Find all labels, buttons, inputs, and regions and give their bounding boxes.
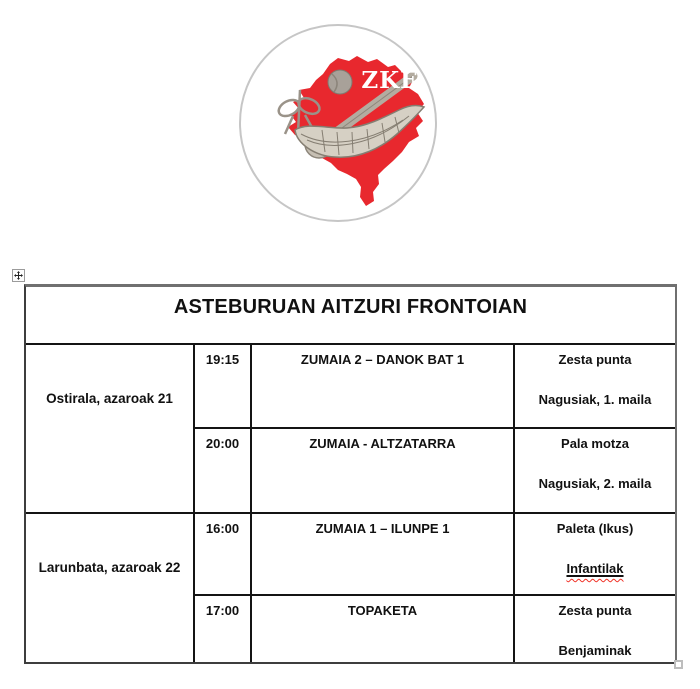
category-label: Paleta (Ikus) — [556, 521, 634, 536]
move-arrows-icon — [14, 271, 23, 280]
match-cell[interactable] — [252, 345, 515, 429]
club-logo — [237, 22, 439, 224]
level-label: Nagusiak, 2. maila — [538, 476, 652, 491]
level-label: Benjaminak — [558, 643, 632, 658]
match-cell[interactable] — [252, 596, 515, 662]
time-cell[interactable] — [195, 429, 252, 514]
table-title: ASTEBURUAN AITZURI FRONTOIAN — [173, 296, 528, 318]
time-label: 20:00 — [205, 436, 240, 451]
table-move-handle[interactable] — [12, 269, 25, 282]
schedule-table — [24, 284, 677, 664]
logo-text: ZKE — [361, 67, 419, 94]
time-label: 17:00 — [205, 603, 240, 618]
day-label: Larunbata, azaroak 22 — [38, 560, 181, 575]
level-label: Infantilak — [566, 561, 624, 576]
category-cell[interactable] — [515, 514, 675, 596]
category-label: Pala motza — [561, 436, 629, 451]
pelota-ball-icon — [328, 70, 352, 94]
time-cell[interactable] — [195, 345, 252, 429]
day-cell-saturday[interactable] — [26, 514, 195, 662]
category-label: Zesta punta — [558, 352, 632, 367]
match-label: ZUMAIA 2 – DANOK BAT 1 — [300, 352, 465, 367]
table-resize-handle[interactable] — [674, 660, 683, 669]
category-cell[interactable] — [515, 429, 675, 514]
day-label: Ostirala, azaroak 21 — [46, 391, 173, 406]
table-title-cell[interactable] — [26, 287, 675, 345]
time-cell[interactable] — [195, 514, 252, 596]
day-cell-friday[interactable] — [26, 345, 195, 514]
match-cell[interactable] — [252, 514, 515, 596]
category-cell[interactable] — [515, 345, 675, 429]
match-cell[interactable] — [252, 429, 515, 514]
level-label: Nagusiak, 1. maila — [538, 392, 652, 407]
match-label: ZUMAIA 1 – ILUNPE 1 — [315, 521, 450, 536]
match-label: ZUMAIA - ALTZATARRA — [309, 436, 456, 451]
level-label-misspelled — [515, 561, 675, 577]
club-logo-graphic — [237, 22, 439, 224]
category-label: Zesta punta — [558, 603, 632, 618]
time-cell[interactable] — [195, 596, 252, 662]
time-label: 19:15 — [205, 352, 240, 367]
time-label: 16:00 — [205, 521, 240, 536]
match-label: TOPAKETA — [347, 603, 418, 618]
category-cell[interactable] — [515, 596, 675, 662]
